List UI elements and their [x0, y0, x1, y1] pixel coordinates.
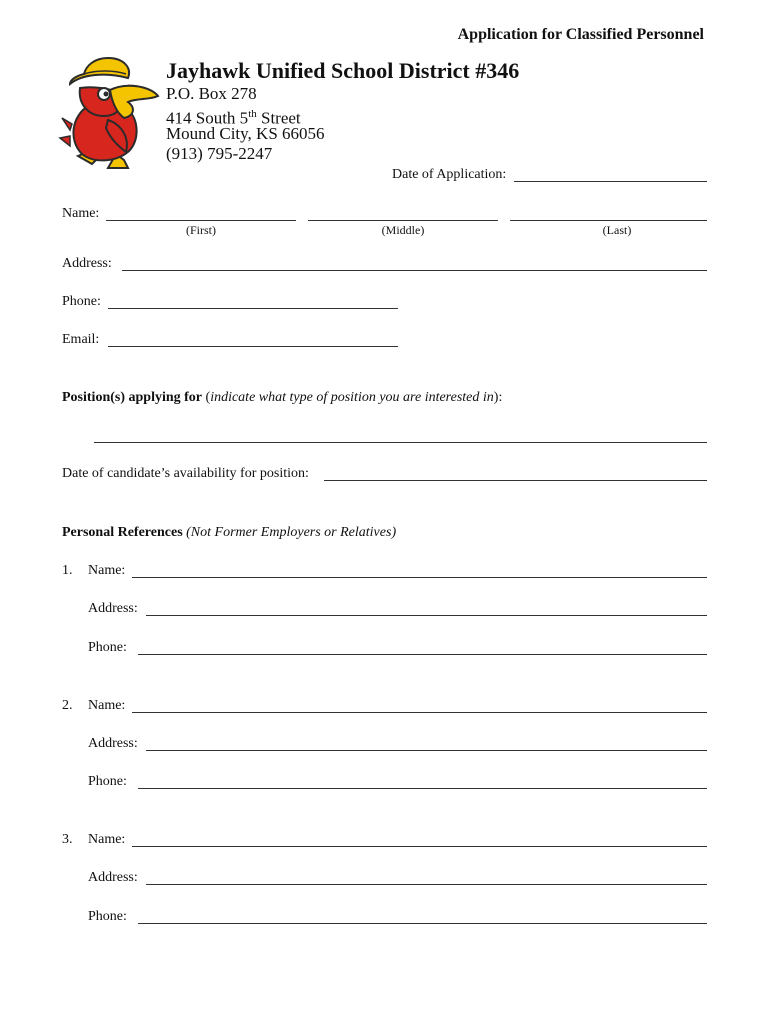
address-label: Address: — [62, 256, 112, 271]
name-last-caption: (Last) — [602, 223, 632, 237]
positions-field[interactable] — [94, 442, 707, 443]
district-name: Jayhawk Unified School District #346 — [166, 58, 520, 83]
reference-2-phone-label: Phone: — [88, 774, 127, 789]
reference-2-phone-field[interactable] — [138, 788, 707, 789]
reference-3-name-field[interactable] — [132, 846, 707, 847]
jayhawk-mascot-icon — [58, 54, 170, 172]
name-last-field[interactable] — [510, 220, 707, 221]
name-first-caption: (First) — [186, 223, 216, 237]
name-middle-caption: (Middle) — [381, 223, 425, 237]
availability-field[interactable] — [324, 480, 707, 481]
district-phone: (913) 795-2247 — [166, 144, 273, 163]
reference-1-number: 1. — [62, 563, 73, 578]
reference-2-name-field[interactable] — [132, 712, 707, 713]
name-middle-field[interactable] — [308, 220, 498, 221]
reference-1-name-label: Name: — [88, 563, 126, 578]
reference-1-phone-label: Phone: — [88, 640, 127, 655]
reference-3-address-field[interactable] — [146, 884, 707, 885]
reference-1-name-field[interactable] — [132, 577, 707, 578]
availability-label: Date of candidate’s availability for position: — [62, 466, 309, 481]
references-heading: Personal References (Not Former Employers or Relatives) — [62, 525, 397, 540]
reference-3-phone-label: Phone: — [88, 909, 127, 924]
reference-1-address-field[interactable] — [146, 615, 707, 616]
email-field[interactable] — [108, 346, 398, 347]
reference-2-address-field[interactable] — [146, 750, 707, 751]
reference-3-name-label: Name: — [88, 832, 126, 847]
district-po-box: P.O. Box 278 — [166, 84, 257, 103]
address-field[interactable] — [122, 270, 707, 271]
reference-2-number: 2. — [62, 698, 73, 713]
name-label: Name: — [62, 206, 100, 221]
positions-heading: Position(s) applying for (indicate what type of position you are interested in): — [62, 390, 503, 405]
reference-2-name-label: Name: — [88, 698, 126, 713]
reference-3-phone-field[interactable] — [138, 923, 707, 924]
reference-1-address-label: Address: — [88, 601, 138, 616]
phone-field[interactable] — [108, 308, 398, 309]
reference-1-phone-field[interactable] — [138, 654, 707, 655]
phone-label: Phone: — [62, 294, 101, 309]
district-street: 414 South 5th Street — [166, 108, 301, 128]
reference-2-address-label: Address: — [88, 736, 138, 751]
reference-3-number: 3. — [62, 832, 73, 847]
date-of-application-field[interactable] — [514, 181, 707, 182]
district-city: Mound City, KS 66056 — [166, 124, 325, 143]
form-title: Application for Classified Personnel — [457, 26, 704, 43]
reference-3-address-label: Address: — [88, 870, 138, 885]
name-first-field[interactable] — [106, 220, 296, 221]
email-label: Email: — [62, 332, 100, 347]
date-of-application-label: Date of Application: — [392, 167, 507, 182]
